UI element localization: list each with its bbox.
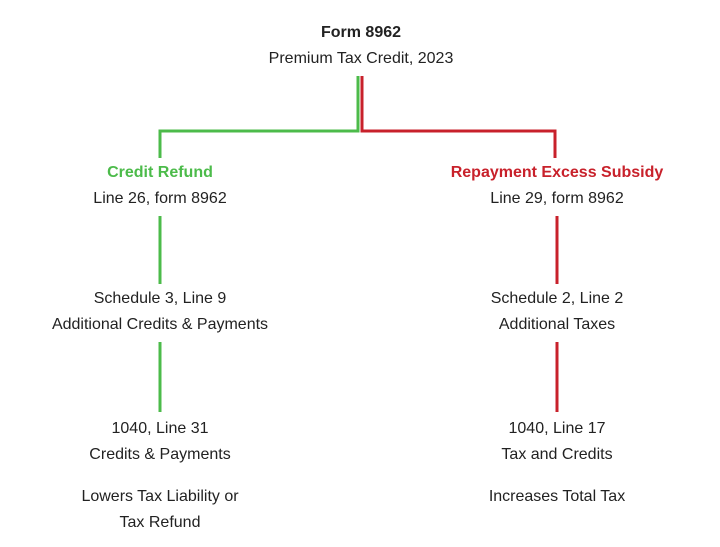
repayment-result: [489, 484, 625, 510]
credit-refund-result-line-1: Lowers Tax Liability or: [81, 488, 239, 505]
schedule-2-node: [491, 286, 624, 338]
form-1040-line-17-description: Tax and Credits: [501, 446, 613, 463]
form-1040-line-17: 1040, Line 17: [508, 420, 606, 437]
root-subtitle: Premium Tax Credit, 2023: [268, 50, 454, 67]
form-1040-line-31: 1040, Line 31: [111, 420, 209, 437]
credit-refund-result: [81, 484, 238, 536]
root-title: Form 8962: [320, 24, 402, 41]
connector-root-to-credit-refund: [160, 76, 358, 158]
repayment-line-ref: Line 29, form 8962: [490, 190, 624, 207]
root-node-form-8962: [269, 20, 454, 72]
schedule-2-description: Additional Taxes: [498, 316, 616, 333]
schedule-3-description: Additional Credits & Payments: [51, 316, 269, 333]
form-1040-line-31-description: Credits & Payments: [89, 446, 231, 463]
repayment-heading: Repayment Excess Subsidy: [450, 164, 664, 181]
credit-refund-line-ref: Line 26, form 8962: [93, 190, 227, 207]
repayment-result-line-1: Increases Total Tax: [488, 488, 626, 505]
form-1040-line-31-node: [89, 416, 230, 468]
schedule-3-line: Schedule 3, Line 9: [93, 290, 227, 307]
credit-refund-heading: Credit Refund: [107, 164, 213, 181]
form-1040-line-17-node: [501, 416, 612, 468]
schedule-3-node: [52, 286, 268, 338]
credit-refund-node: [93, 160, 226, 212]
credit-refund-result-line-2: Tax Refund: [119, 514, 201, 531]
connector-root-to-repayment: [362, 76, 555, 158]
schedule-2-line: Schedule 2, Line 2: [490, 290, 624, 307]
repayment-excess-subsidy-node: [451, 160, 664, 212]
